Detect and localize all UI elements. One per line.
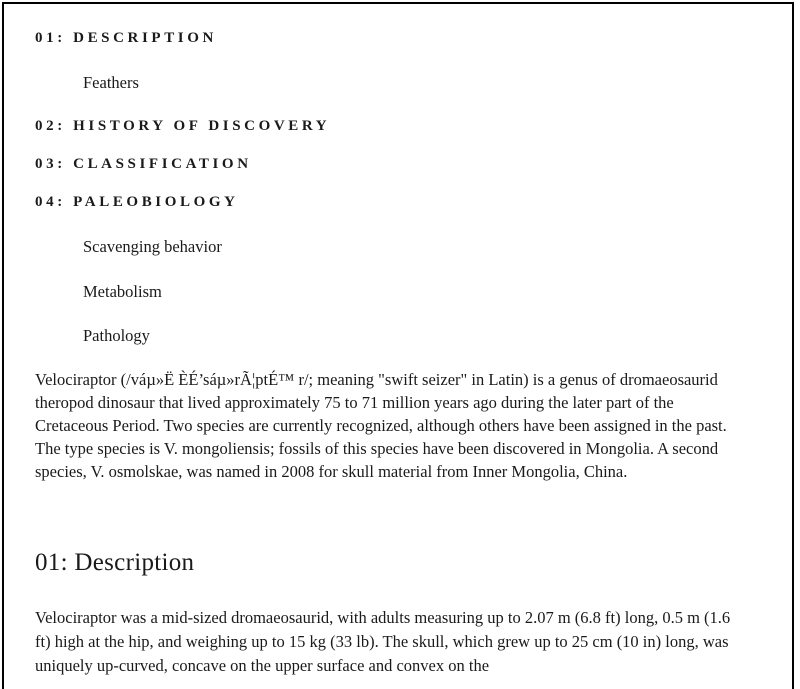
toc-subitem-scavenging-behavior[interactable]: Scavenging behavior (83, 237, 222, 256)
toc-item-history-of-discovery[interactable]: 02: HISTORY OF DISCOVERY (35, 118, 331, 134)
toc-item-description[interactable]: 01: DESCRIPTION (35, 30, 217, 46)
intro-paragraph: Velociraptor (/váµ»Ë ÈÉ’sáµ»rÃ¦ptÉ™ r/; meaning "swift seizer" in Latin) is a genus of dromaeosaurid theropod dinosaur that lived approximately 75 to 71 million years ago during the later part of the Cretaceous Period. Two species are currently recognized, although others have been assigned in the past. The type species is V. mongoliensis; fossils of this species have been discovered in Mongolia. A second species, V. osmolskae, was named in 2008 for skull material from Inner Mongolia, China. (35, 370, 727, 481)
section-heading-description: 01: Description (35, 549, 195, 576)
section-body-description: Velociraptor was a mid-sized dromaeosaurid, with adults measuring up to 2.07 m (6.8 ft) long, 0.5 m (1.6 ft) high at the hip, and weighing up to 15 kg (33 lb). The skull, which grew up to 25 cm (10 in) long, was uniquely up-curved, concave on the upper surface and convex on the (35, 608, 731, 675)
toc-subitem-pathology[interactable]: Pathology (83, 326, 150, 345)
toc-item-paleobiology[interactable]: 04: PALEOBIOLOGY (35, 194, 239, 210)
toc-item-classification[interactable]: 03: CLASSIFICATION (35, 156, 252, 172)
toc-subitem-metabolism[interactable]: Metabolism (83, 282, 162, 301)
document-frame (2, 2, 794, 689)
toc-subitem-feathers[interactable]: Feathers (83, 73, 139, 92)
